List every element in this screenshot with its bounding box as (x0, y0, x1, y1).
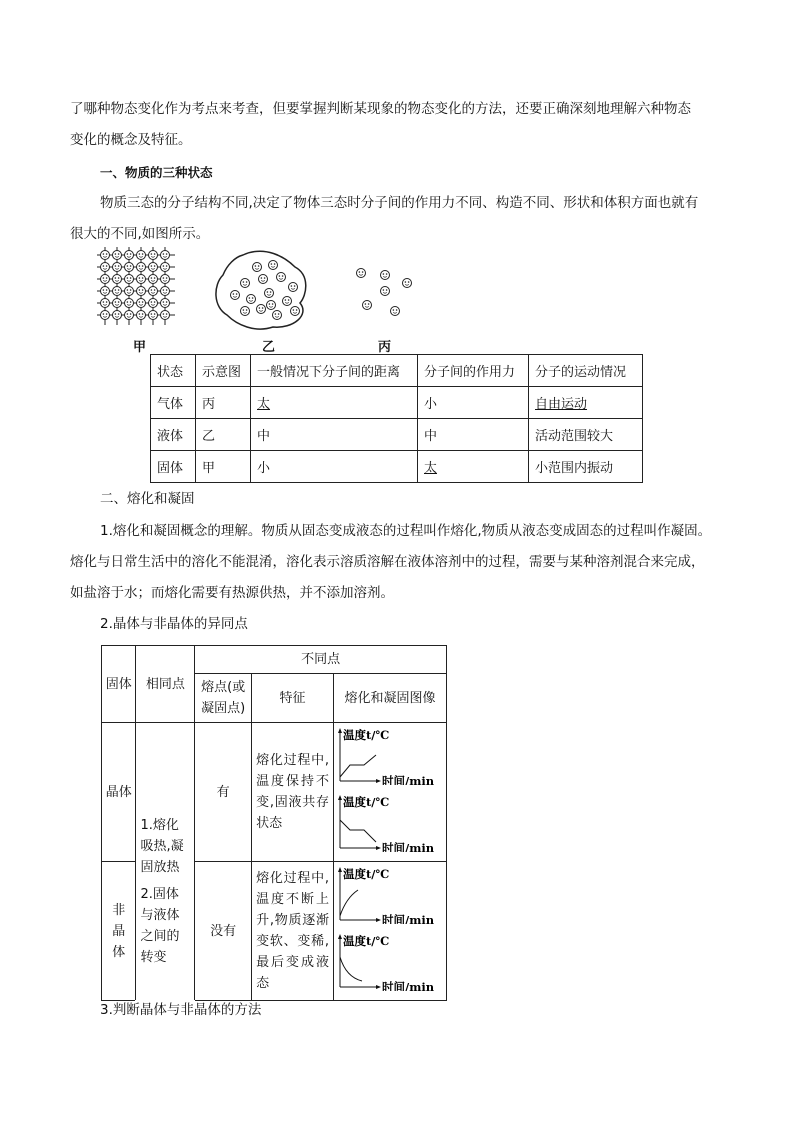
molecule (161, 287, 170, 296)
molecule (101, 299, 110, 308)
section-heading-2: 二、熔化和凝固 (100, 491, 195, 507)
molecule (125, 263, 134, 272)
paragraph-line: 如盐溶于水；而熔化需要有热源供热，并不添加溶剂。 (70, 585, 394, 601)
table-cell: 晶体 (102, 723, 136, 862)
molecule (283, 297, 292, 306)
graph-y-label: 温度t/℃ (343, 795, 390, 809)
crystal-melting-graph (336, 725, 444, 785)
graph-cell (334, 862, 447, 1001)
table-header-cell: 一般情况下分子间的距离 (251, 355, 418, 387)
molecule (403, 279, 412, 288)
molecule (289, 283, 298, 292)
amorphous-melting-graph (336, 864, 444, 924)
table-cell: 中 (418, 419, 529, 451)
table-cell: 熔化过程中,温度保持不变,固液共存状态 (252, 723, 334, 862)
table-header-cell: 熔化和凝固图像 (334, 674, 447, 723)
molecule (113, 275, 122, 284)
molecule (381, 287, 390, 296)
table-cell: 液体 (151, 419, 196, 451)
table-cell: 非晶体 (102, 862, 136, 1001)
molecule (363, 301, 372, 310)
table-header-cell: 分子间的作用力 (418, 355, 529, 387)
figure-label-jia: 甲 (133, 340, 147, 355)
molecule (267, 301, 276, 310)
molecule (259, 275, 268, 284)
graph-y-label: 温度t/℃ (343, 867, 390, 881)
molecule (137, 275, 146, 284)
underlined-value: 太 (424, 461, 438, 476)
section-heading-1: 一、物质的三种状态 (100, 165, 213, 180)
paragraph-line: 了哪种物态变化作为考点来考查，但要掌握判断某现象的物态变化的方法，还要正确深刻地理解六种物态 (70, 101, 691, 117)
molecule (137, 311, 146, 320)
molecule (161, 251, 170, 260)
table-cell: 熔化过程中,温度不断上升,物质逐渐变软、变稀,最后变成液态 (252, 862, 334, 1001)
paragraph-line: 3.判断晶体与非晶体的方法 (100, 1002, 262, 1018)
molecule (149, 263, 158, 272)
molecule (161, 311, 170, 320)
molecule (161, 263, 170, 272)
table-cell: 气体 (151, 387, 196, 419)
molecule (101, 251, 110, 260)
molecule (149, 299, 158, 308)
molecule (265, 289, 274, 298)
molecule (273, 311, 282, 320)
molecule (137, 299, 146, 308)
table-cell: 小 (418, 387, 529, 419)
figure-label-bing: 丙 (378, 340, 392, 355)
molecule (137, 287, 146, 296)
molecule (257, 305, 266, 314)
molecule-figure (95, 245, 435, 337)
molecule (101, 287, 110, 296)
table-cell: 小范围内振动 (529, 451, 643, 483)
graph-x-label: 时间/min (382, 841, 435, 852)
molecule (125, 275, 134, 284)
paragraph-line: 2.晶体与非晶体的异同点 (100, 616, 248, 632)
table-cell: 甲 (196, 451, 251, 483)
molecule (113, 263, 122, 272)
crystal-comparison-table (101, 645, 447, 1001)
molecule (149, 275, 158, 284)
graph-x-label: 时间/min (382, 774, 435, 785)
table-cell: 乙 (196, 419, 251, 451)
molecule (241, 307, 250, 316)
table-cell: 丙 (196, 387, 251, 419)
molecule (291, 307, 300, 316)
molecule (113, 311, 122, 320)
molecule (277, 273, 286, 282)
table-header-row (151, 355, 643, 387)
table-row (151, 451, 643, 483)
molecule (253, 263, 262, 272)
figure-label-yi: 乙 (262, 340, 276, 355)
table-header-cell: 示意图 (196, 355, 251, 387)
molecule (241, 279, 250, 288)
gas-molecules (357, 269, 412, 316)
table-row (151, 419, 643, 451)
graph-x-label: 时间/min (382, 980, 435, 991)
table-header-cell: 熔点(或凝固点) (195, 674, 252, 723)
molecule (113, 299, 122, 308)
amorphous-solidifying-graph (336, 931, 444, 991)
underlined-value: 自由运动 (535, 397, 588, 412)
paragraph-line: 变化的概念及特征。 (70, 132, 192, 148)
crystal-solidifying-graph (336, 792, 444, 852)
liquid-molecules (231, 261, 300, 320)
molecule (101, 311, 110, 320)
same-point-1: 1.熔化吸热,凝固放热 (140, 818, 184, 875)
molecule (161, 275, 170, 284)
molecule (381, 271, 390, 280)
molecule (149, 311, 158, 320)
table-header-cell: 不同点 (195, 646, 447, 674)
solid-molecule-grid (97, 247, 175, 325)
graph-y-label: 温度t/℃ (343, 934, 390, 948)
paragraph-line: 熔化与日常生活中的溶化不能混淆，溶化表示溶质溶解在液体溶剂中的过程，需要与某种溶剂混合来完成， (70, 554, 705, 570)
molecule (149, 251, 158, 260)
molecule (125, 299, 134, 308)
molecule (247, 295, 256, 304)
table-cell (418, 451, 529, 483)
molecule (231, 291, 240, 300)
molecule (137, 251, 146, 260)
states-table (150, 354, 643, 483)
table-header-cell: 特征 (252, 674, 334, 723)
table-header-cell: 固体 (102, 646, 136, 723)
table-cell: 小 (251, 451, 418, 483)
paragraph-line: 很大的不同,如图所示。 (70, 226, 210, 242)
molecule (101, 275, 110, 284)
molecule (269, 261, 278, 270)
same-point-2: 2.固体与液体之间的转变 (140, 887, 180, 965)
table-header-cell: 相同点 (136, 646, 195, 723)
table-row (151, 387, 643, 419)
graph-y-label: 温度t/℃ (343, 728, 390, 742)
molecule (101, 263, 110, 272)
molecule (125, 287, 134, 296)
molecule (113, 251, 122, 260)
molecule (357, 269, 366, 278)
graph-cell (334, 723, 447, 862)
table-cell (529, 387, 643, 419)
paragraph-line: 物质三态的分子结构不同,决定了物体三态时分子间的作用力不同、构造不同、形状和体积方面也就有 (100, 195, 699, 211)
molecule (391, 307, 400, 316)
molecule (113, 287, 122, 296)
underlined-value: 太 (257, 397, 271, 412)
paragraph-line: 1.熔化和凝固概念的理解。物质从固态变成液态的过程叫作熔化,物质从液态变成固态的过程叫作凝固。 (100, 523, 712, 539)
molecule (161, 299, 170, 308)
table-header-cell: 状态 (151, 355, 196, 387)
table-cell: 固体 (151, 451, 196, 483)
molecule (125, 251, 134, 260)
molecule (149, 287, 158, 296)
table-cell: 活动范围较大 (529, 419, 643, 451)
molecule (137, 263, 146, 272)
table-cell: 没有 (195, 862, 252, 1001)
table-header-cell: 分子的运动情况 (529, 355, 643, 387)
graph-x-label: 时间/min (382, 913, 435, 924)
table-cell (136, 723, 195, 1001)
table-cell: 有 (195, 723, 252, 862)
table-cell (251, 387, 418, 419)
molecule (125, 311, 134, 320)
table-cell: 中 (251, 419, 418, 451)
